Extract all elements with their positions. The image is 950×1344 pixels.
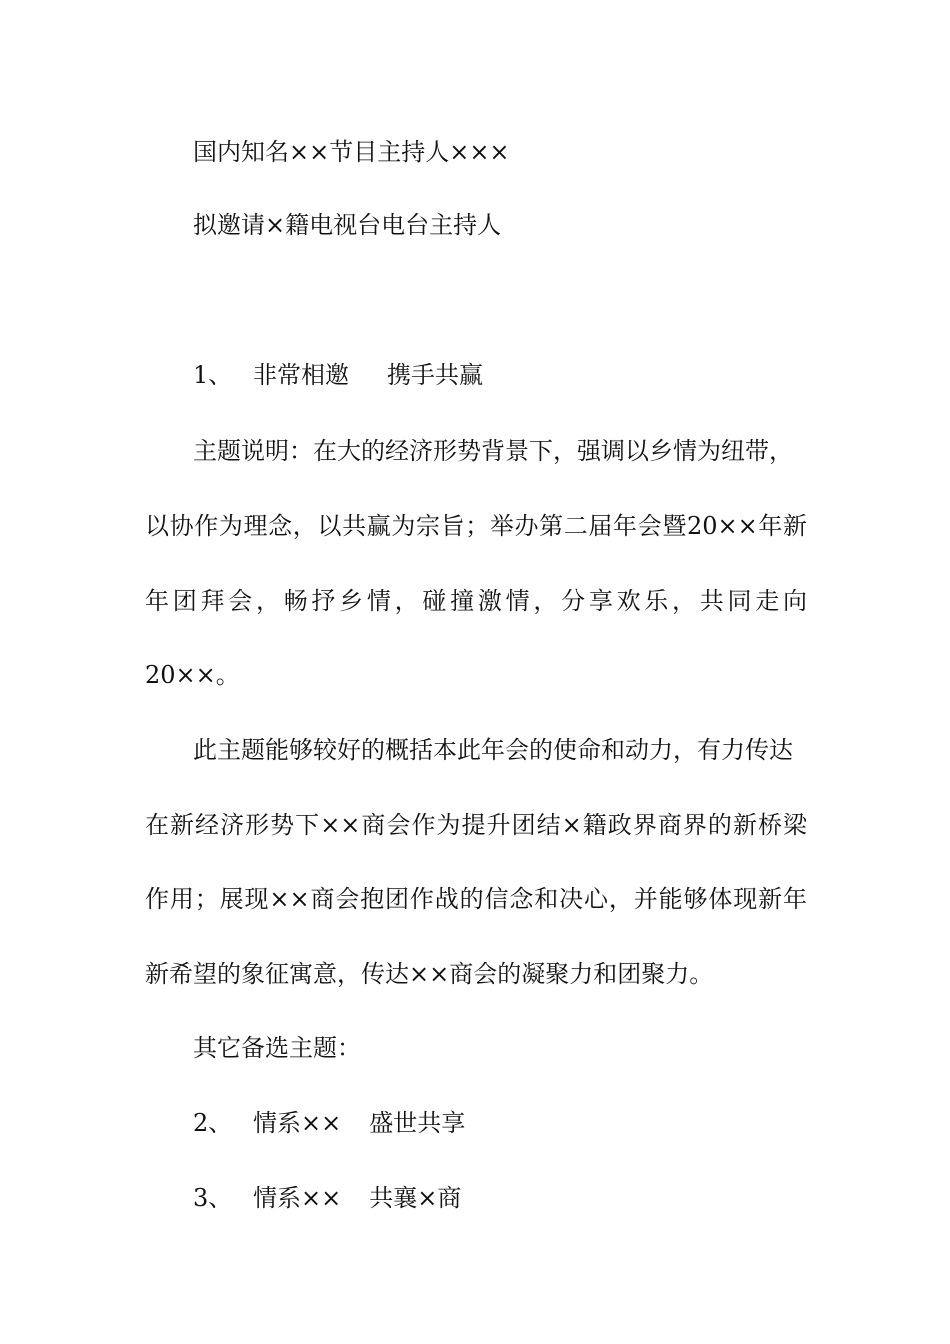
host-line-2: 拟邀请×籍电视台电台主持人: [193, 211, 502, 239]
explain-line-4: 20××。: [145, 661, 240, 689]
theme-3-part-2: 共襄×商: [369, 1184, 462, 1212]
theme-1-part-2: 携手共赢: [387, 361, 483, 389]
desc-line-2: 在新经济形势下××商会作为提升团结×籍政界商界的新桥梁: [145, 811, 807, 839]
theme-2-part-1: 情系××: [253, 1109, 342, 1137]
desc-line-1: 此主题能够较好的概括本此年会的使命和动力，有力传达: [193, 736, 793, 764]
theme-1-item: [193, 359, 483, 391]
explain-line-3: 年团拜会，畅抒乡情，碰撞激情，分享欢乐，共同走向: [145, 587, 807, 615]
desc-line-4: 新希望的象征寓意，传达××商会的凝聚力和团聚力。: [145, 960, 714, 988]
theme-3-item: [193, 1182, 461, 1214]
theme-2-item: [193, 1107, 465, 1139]
theme-2-number: 2、: [193, 1109, 233, 1137]
theme-3-number: 3、: [193, 1184, 233, 1212]
theme-3-part-1: 情系××: [253, 1184, 342, 1212]
theme-2-part-2: 盛世共享: [369, 1109, 466, 1137]
host-line-1: 国内知名××节目主持人×××: [193, 138, 510, 166]
desc-line-3: 作用；展现××商会抱团作战的信念和决心，并能够体现新年: [145, 885, 807, 913]
explain-line-1: 主题说明：在大的经济形势背景下，强调以乡情为纽带，: [193, 437, 793, 465]
alt-themes-heading: 其它备选主题：: [193, 1034, 361, 1062]
theme-1-part-1: 非常相邀: [253, 361, 349, 389]
explain-line-2: 以协作为理念，以共赢为宗旨；举办第二届年会暨20××年新: [145, 512, 807, 540]
theme-1-number: 1、: [193, 361, 233, 389]
